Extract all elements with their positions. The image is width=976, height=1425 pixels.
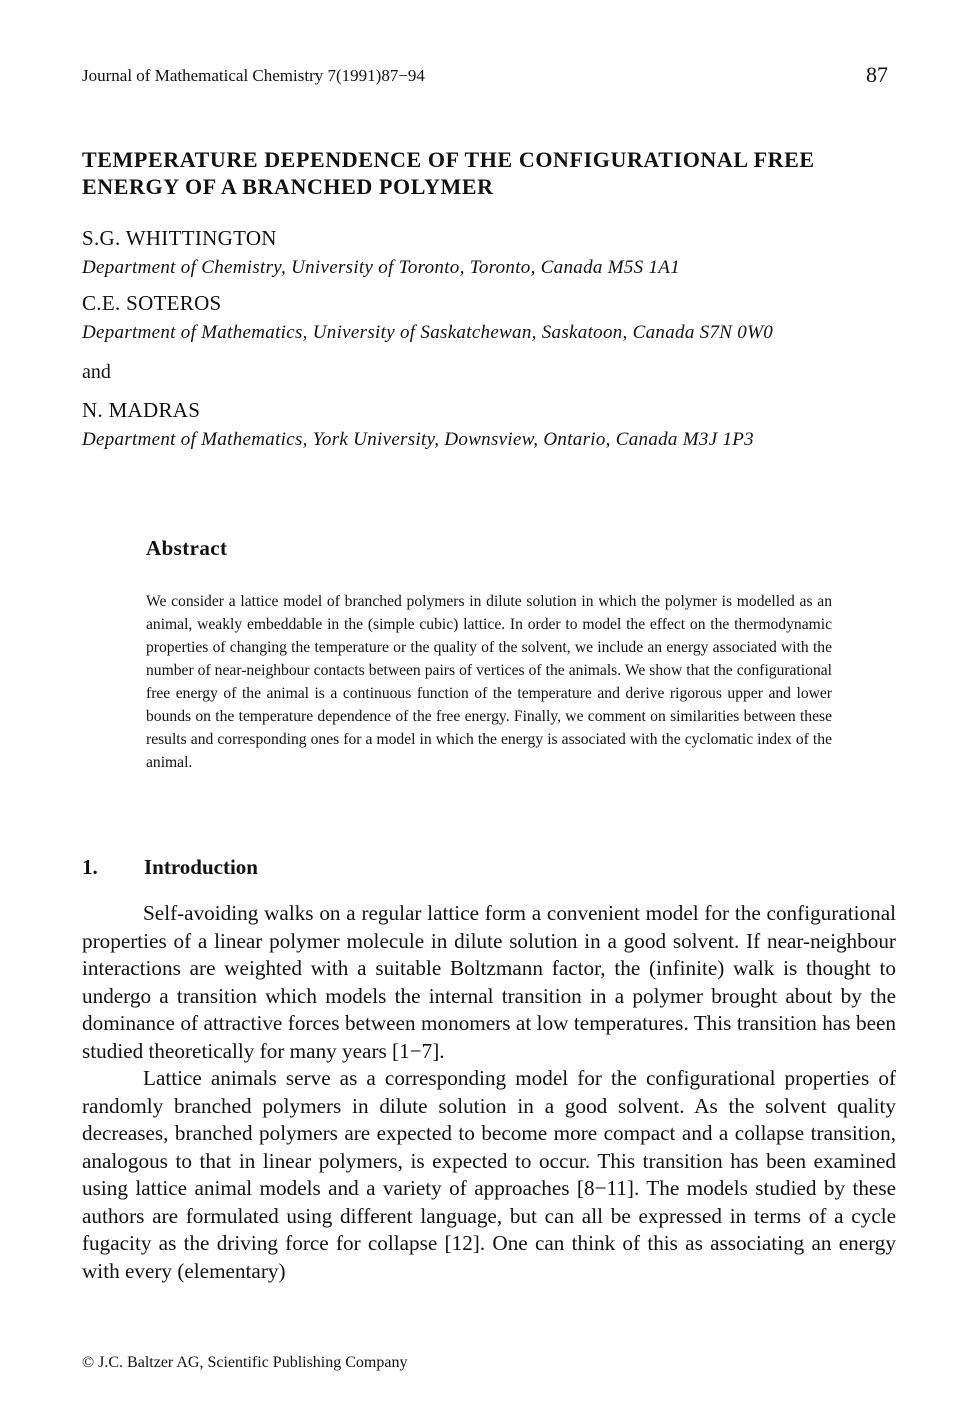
section-number: 1.	[82, 855, 98, 879]
author-name: C.E. SOTEROS	[82, 291, 222, 315]
body-paragraph: Self-avoiding walks on a regular lattice form a convenient model for the configurational properties of a linear polymer molecule in dilute solution in a good solvent. If near-neighbour interactions are weighted with a suitable Boltzmann factor, the (infinite) walk is thought to undergo a transition which models the internal transition in a polymer brought about by the dominance of attractive forces between monomers at low temperatures. This transition has been studied theoretically for many years [1−7].	[82, 901, 896, 1063]
body-paragraph: Lattice animals serve as a corresponding model for the configurational properties of randomly branched polymers in dilute solution in a good solvent. As the solvent quality decreases, branched polymers are expected to become more compact and a collapse transition, analogous to that in linear polymers, is expected to occur. This transition has been examined using lattice animal models and a variety of approaches [8−11]. The models studied by these authors are formulated using different language, but can all be expressed in terms of a cycle fugacity as the driving force for collapse [12]. One can think of this as associating an energy with every (elementary)	[82, 1066, 896, 1283]
section-body	[82, 900, 896, 1285]
abstract-heading: Abstract	[146, 536, 228, 560]
abstract-text: We consider a lattice model of branched polymers in dilute solution in which the polymer is modelled as an animal, weakly embeddable in the (simple cubic) lattice. In order to model the effect on the thermodynamic properties of changing the temperature or the quality of the solvent, we include an energy associated with the number of near-neighbour contacts between pairs of vertices of the animals. We show that the configurational free energy of the animal is a continuous function of the temperature and derive rigorous upper and lower bounds on the temperature dependence of the free energy. Finally, we comment on similarities between these results and corresponding ones for a model in which the energy is associated with the cyclomatic index of the animal.	[146, 593, 832, 771]
author-name: N. MADRAS	[82, 398, 201, 422]
page-number: 87	[866, 62, 888, 87]
paper-title: TEMPERATURE DEPENDENCE OF THE CONFIGURATIONAL FREE ENERGY OF A BRANCHED POLYMER	[82, 147, 815, 199]
journal-citation: Journal of Mathematical Chemistry 7(1991)87−94	[82, 66, 425, 85]
author-affiliation: Department of Mathematics, York University, Downsview, Ontario, Canada M3J 1P3	[82, 429, 754, 450]
author-affiliation: Department of Mathematics, University of Saskatchewan, Saskatoon, Canada S7N 0W0	[82, 322, 774, 343]
and-connector: and	[82, 361, 111, 383]
copyright-footer: © J.C. Baltzer AG, Scientific Publishing Company	[82, 1354, 408, 1371]
section-title: Introduction	[144, 855, 258, 879]
author-affiliation: Department of Chemistry, University of Toronto, Toronto, Canada M5S 1A1	[82, 257, 681, 278]
author-name: S.G. WHITTINGTON	[82, 226, 277, 250]
